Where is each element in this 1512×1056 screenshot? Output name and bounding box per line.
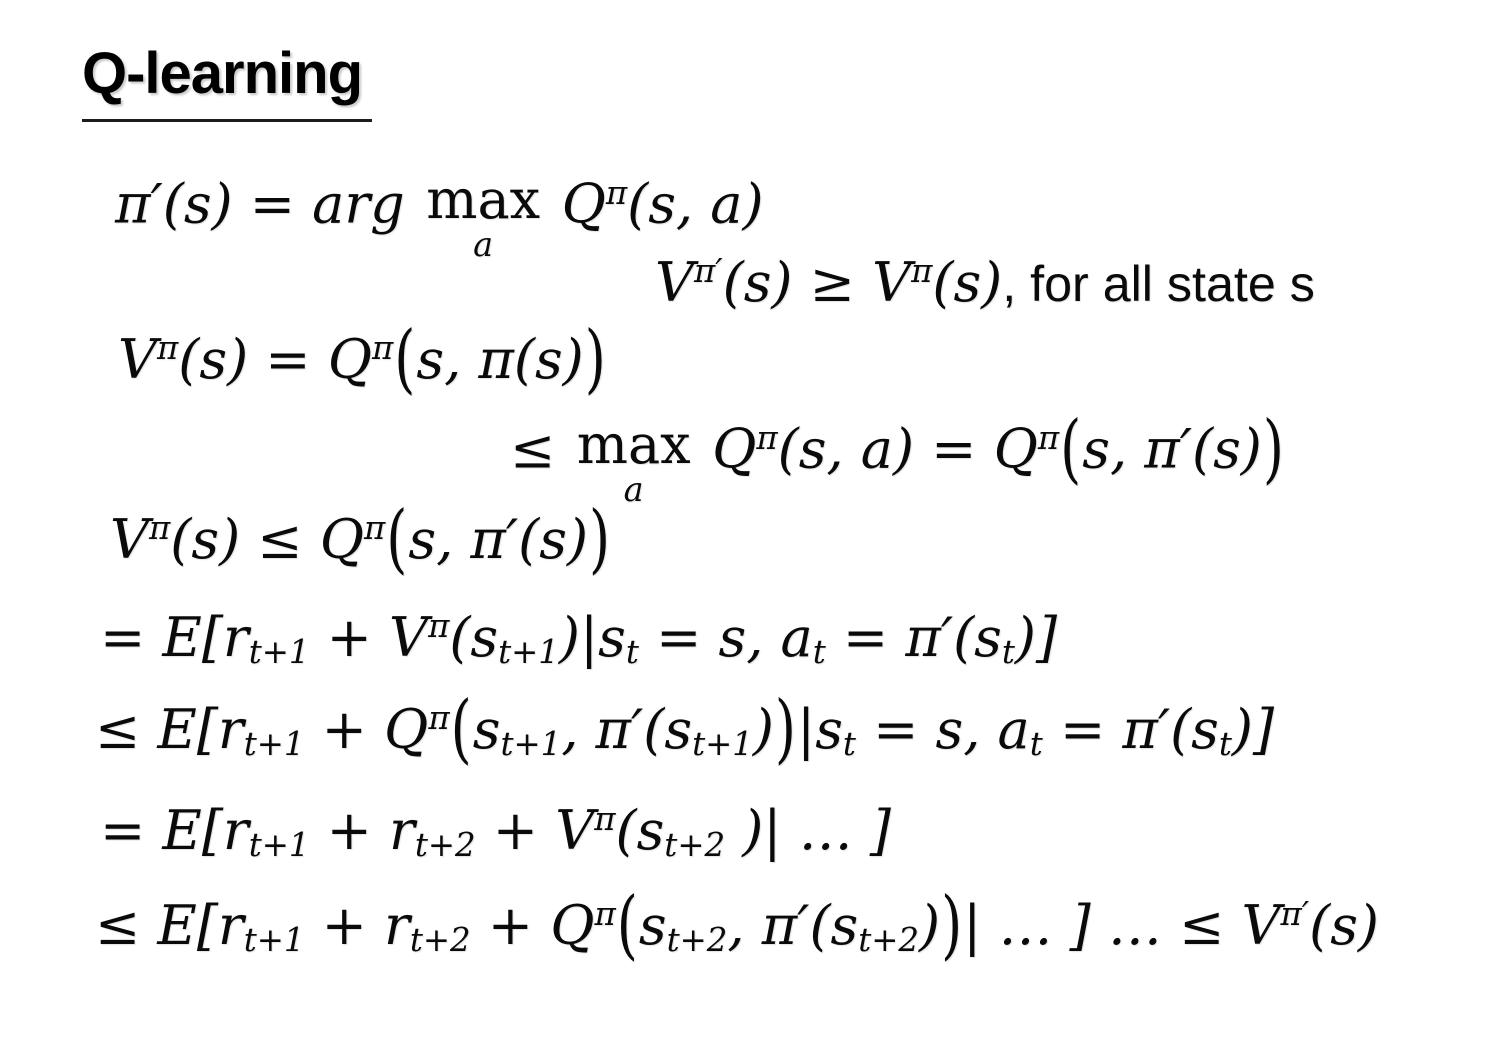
equation-expectation-3: = $E[r_{t+1} + r_{t+2} + V^\pi(s_{t+2}$ )| … ] — [100, 799, 891, 865]
equation-expectation-1: = $E[r_{t+1} + V^\pi(s_{t+1})|s_t = s$, $a_t = \pi'(s_t)$] — [100, 606, 1058, 672]
equation-expectation-2: ≤ $E[r_{t+1} + Q^\pi(s_{t+1}$, $\pi'(s_{t+1}))|s_t = s$, $a_t = \pi'(s_t)$] — [95, 684, 1275, 772]
equation-expectation-4: ≤ $E[r_{t+1} + r_{t+2} + Q^\pi(s_{t+2}$, $\pi'(s_{t+2}))|$ … ] … ≤ $V^{\pi'}(s)$ — [95, 880, 1380, 968]
equation-v-leq-q: $V^\pi(s) \le Q^\pi(s$, π′(s)) — [110, 494, 611, 582]
equation-argmax-policy: π′(s) = arg max a $Q^\pi(s$, a) — [115, 168, 764, 264]
equation-max-bound: ≤ max a $Q^\pi(s$, $a) = Q^\pi(s$, π′(s)) — [510, 404, 1284, 509]
slide-title: Q-learning — [82, 40, 372, 122]
equation-value-definition: $V^\pi(s) = Q^\pi(s$, π(s)) — [118, 314, 606, 402]
equation-policy-improvement: $V^{\pi'}(s) \ge V^\pi(s)$, for all state s — [655, 251, 1315, 314]
